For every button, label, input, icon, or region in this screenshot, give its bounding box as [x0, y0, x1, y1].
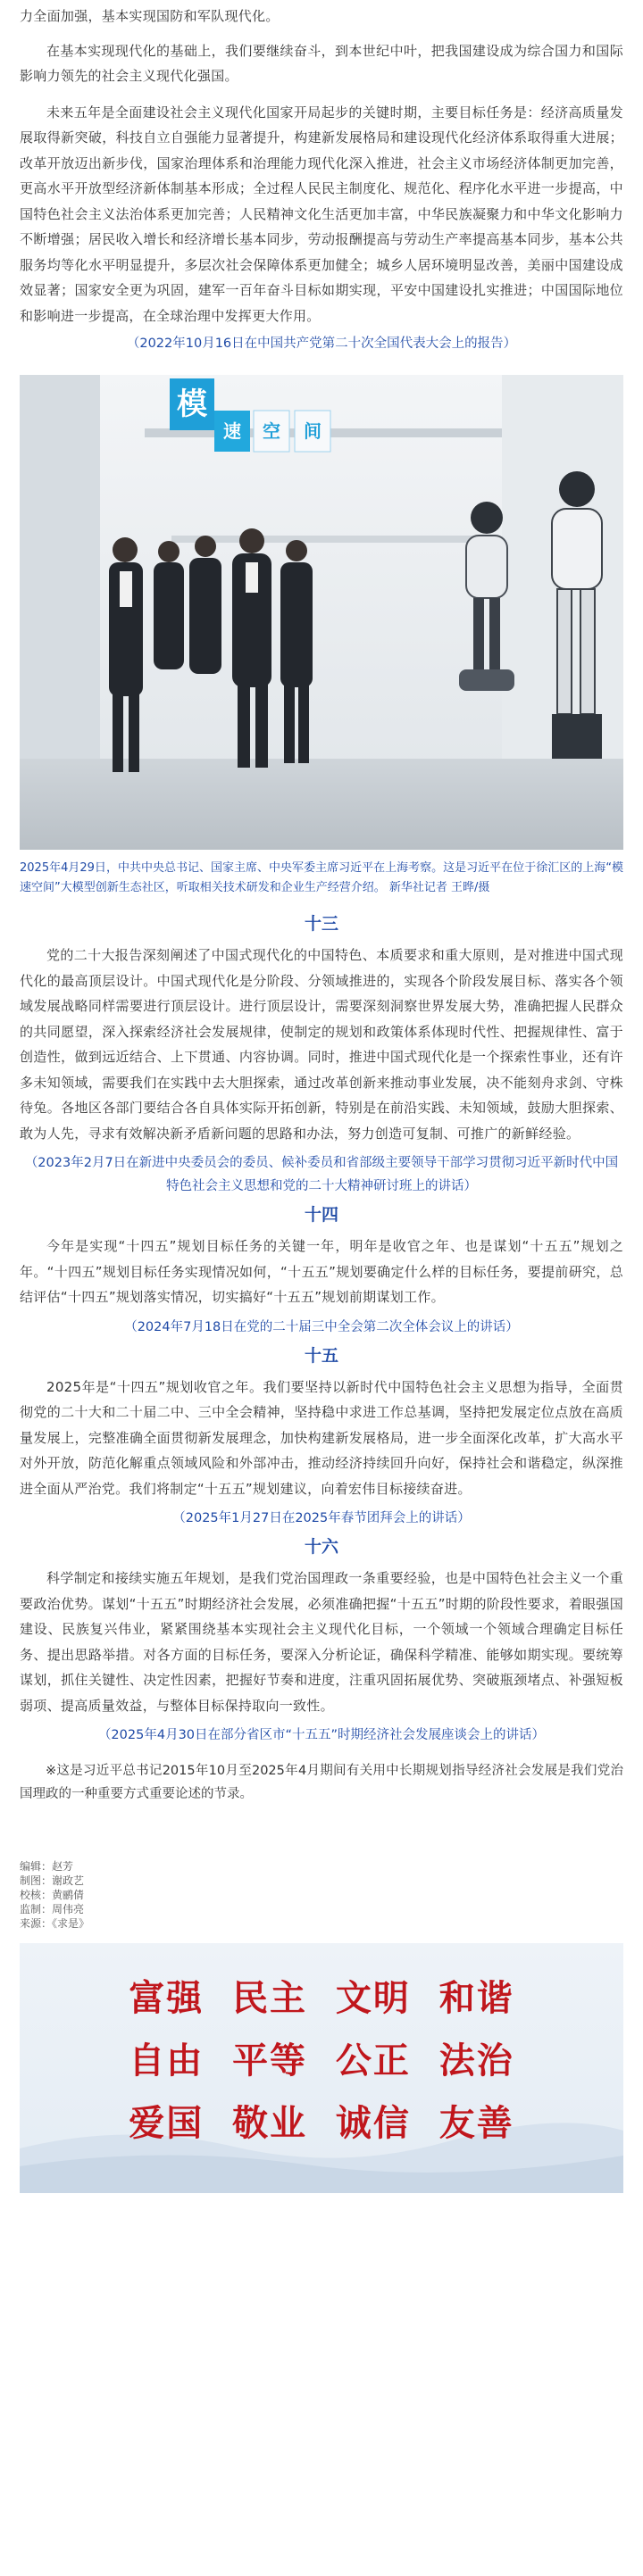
banner-row-1: [20, 1970, 623, 2021]
sign-char-2: 速: [223, 420, 241, 442]
section-paragraph: 2025年是“十四五”规划收官之年。我们要坚持以新时代中国特色社会主义思想为指导，全面贯彻党的二十大和二十届二中、三中全会精神，坚持稳中求进工作总基调，坚持把发展定位点放在高质量发展上，完整准确全面贯彻新发展理念，加快构建新发展格局，进一步全面深化改革，扩大高水平对外开放，防范化解重点领域风险和外部冲击，推动经济持续回升向好，保持社会和谐稳定，纵深推进全面从严治党。我们将制定“十五五”规划建议，向着宏伟目标接续奋进。: [20, 1378, 623, 1497]
excerpt-note: ※这是习近平总书记2015年10月至2025年4月期间有关用中长期规划指导经济社会发展是我们党治国理政的一种重要方式重要论述的节录。: [20, 1764, 623, 1801]
credit-supervisor: 监制：周伟亮: [20, 1903, 85, 1915]
section-paragraph: 今年是实现“十四五”规划目标任务的关键一年，明年是收官之年、也是谋划“十五五”规划之年。“十四五”规划目标任务实现情况如何，“十五五”规划要确定什么样的目标任务，要提前研究，总结评估“十四五”规划落实情况，切实搞好“十五五”规划前期谋划工作。: [20, 1238, 623, 1305]
intro-paragraph-1: 在基本实现现代化的基础上，我们要继续奋斗，到本世纪中叶，把我国建设成为综合国力和国际影响力领先的社会主义现代化强国。: [20, 42, 623, 84]
value-word: 和谐: [438, 1977, 514, 2019]
sign-char-3: 空: [263, 420, 280, 442]
value-word: 敬业: [232, 2102, 308, 2144]
credit-proofreader: 校核：黄鹂倩: [20, 1889, 85, 1901]
section-number: 十四: [304, 1205, 338, 1225]
value-word: 爱国: [129, 2102, 205, 2144]
value-word: 公正: [335, 2040, 411, 2082]
value-word: 法治: [438, 2040, 514, 2082]
value-word: 平等: [232, 2040, 308, 2082]
credit-graphics: 制图：谢政艺: [20, 1874, 85, 1887]
value-word: 友善: [438, 2102, 514, 2144]
section-paragraph: 科学制定和接续实施五年规划，是我们党治国理政一条重要经验，也是中国特色社会主义一个重要政治优势。谋划“十五五”时期经济社会发展，必须准确把握“十五五”时期的阶段性要求，着眼强国建设、民族复兴伟业，紧紧围绕基本实现社会主义现代化目标，一个领域一个领域合理确定目标任务、提出思路举措。对各方面的目标任务，要深入分析论证，确保科学精准、能够如期实现。要统筹谋划，抓住关键性、决定性因素，把握好节奏和进度，注重巩固拓展优势、突破瓶颈堵点、补强短板弱项、提高质量效益，与整体目标保持取向一致性。: [20, 1570, 623, 1714]
section-source: （2024年7月18日在党的二十届三中全会第二次全体会议上的讲话）: [124, 1319, 519, 1334]
section-source: （2023年2月7日在新进中央委员会的委员、候补委员和省部级主要领导干部学习贯彻习近平新时代中国特色社会主义思想和党的二十大精神研讨班上的讲话）: [24, 1156, 619, 1193]
value-word: 诚信: [335, 2102, 411, 2144]
news-photo: [20, 375, 623, 850]
section-number: 十五: [304, 1345, 338, 1366]
intro-source: （2022年10月16日在中国共产党第二十次全国代表大会上的报告）: [126, 337, 517, 351]
value-word: 富强: [129, 1977, 205, 2019]
banner-row-3: [20, 2095, 623, 2146]
intro-line: 力全面加强，基本实现国防和军队现代化。: [20, 8, 280, 24]
sign-char-1: 模: [177, 386, 207, 422]
value-word: 文明: [335, 1977, 411, 2019]
credits: [0, 1859, 643, 1931]
intro-paragraph-2: 未来五年是全面建设社会主义现代化国家开局起步的关键时期，主要目标任务是：经济高质量发展取得新突破，科技自立自强能力显著提升，构建新发展格局和建设现代化经济体系取得重大进展；改革开放迈出新步伐，国家治理体系和治理能力现代化深入推进，社会主义市场经济体制更加完善，更高水平开放型经济新体制基本形成；全过程人民民主制度化、规范化、程序化水平进一步提高，中国特色社会主义法治体系更加完善；人民精神文化生活更加丰富，中华民族凝聚力和中华文化影响力不断增强；居民收入增长和经济增长基本同步，劳动报酬提高与劳动生产率提高基本同步，基本公共服务均等化水平明显提升，多层次社会保障体系更加健全；城乡人居环境明显改善，美丽中国建设成效显著；国家安全更为巩固，建军一百年奋斗目标如期实现，平安中国建设扎实推进；中国国际地位和影响进一步提高，在全球治理中发挥更大作用。: [20, 104, 623, 324]
section-source: （2025年1月27日在2025年春节团拜会上的讲话）: [172, 1511, 471, 1525]
sign-char-4: 间: [304, 420, 322, 442]
section-number: 十三: [304, 914, 338, 934]
section-number: 十六: [304, 1537, 338, 1557]
credit-editor: 编辑：赵芳: [20, 1860, 74, 1873]
banner-row-2: [20, 2032, 623, 2083]
credit-source: 来源：《求是》: [20, 1917, 90, 1930]
section-paragraph: 党的二十大报告深刻阐述了中国式现代化的中国特色、本质要求和重大原则，是对推进中国式现代化的最高顶层设计。中国式现代化是分阶段、分领域推进的，实现各个阶段发展目标、落实各个领域发展战略同样需要进行顶层设计。进行顶层设计，需要深刻洞察世界发展大势，准确把握人民群众的共同愿望，深入探索经济社会发展规律，使制定的规划和政策体系体现时代性、把握规律性、富于创造性，做到远近结合、上下贯通、内容协调。同时，推进中国式现代化是一个探索性事业，还有许多未知领域，需要我们在实践中去大胆探索，通过改革创新来推动事业发展，决不能刻舟求剑、守株待兔。各地区各部门要结合各自具体实际开拓创新，特别是在前沿实践、未知领域，鼓励大胆探索、敢为人先，寻求有效解决新矛盾新问题的思路和办法，努力创造可复制、可推广的新鲜经验。: [20, 947, 623, 1142]
photo-caption: 2025年4月29日，中共中央总书记、国家主席、中央军委主席习近平在上海考察。这是习近平在位于徐汇区的上海“模速空间”大模型创新生态社区，听取相关技术研发和企业生产经营介绍。 新华社记者 王晔/摄: [20, 861, 623, 894]
value-word: 自由: [129, 2040, 205, 2082]
value-word: 民主: [232, 1977, 308, 2019]
core-values-banner: [20, 1943, 623, 2193]
section-source: （2025年4月30日在部分省区市“十五五”时期经济社会发展座谈会上的讲话）: [97, 1728, 546, 1742]
